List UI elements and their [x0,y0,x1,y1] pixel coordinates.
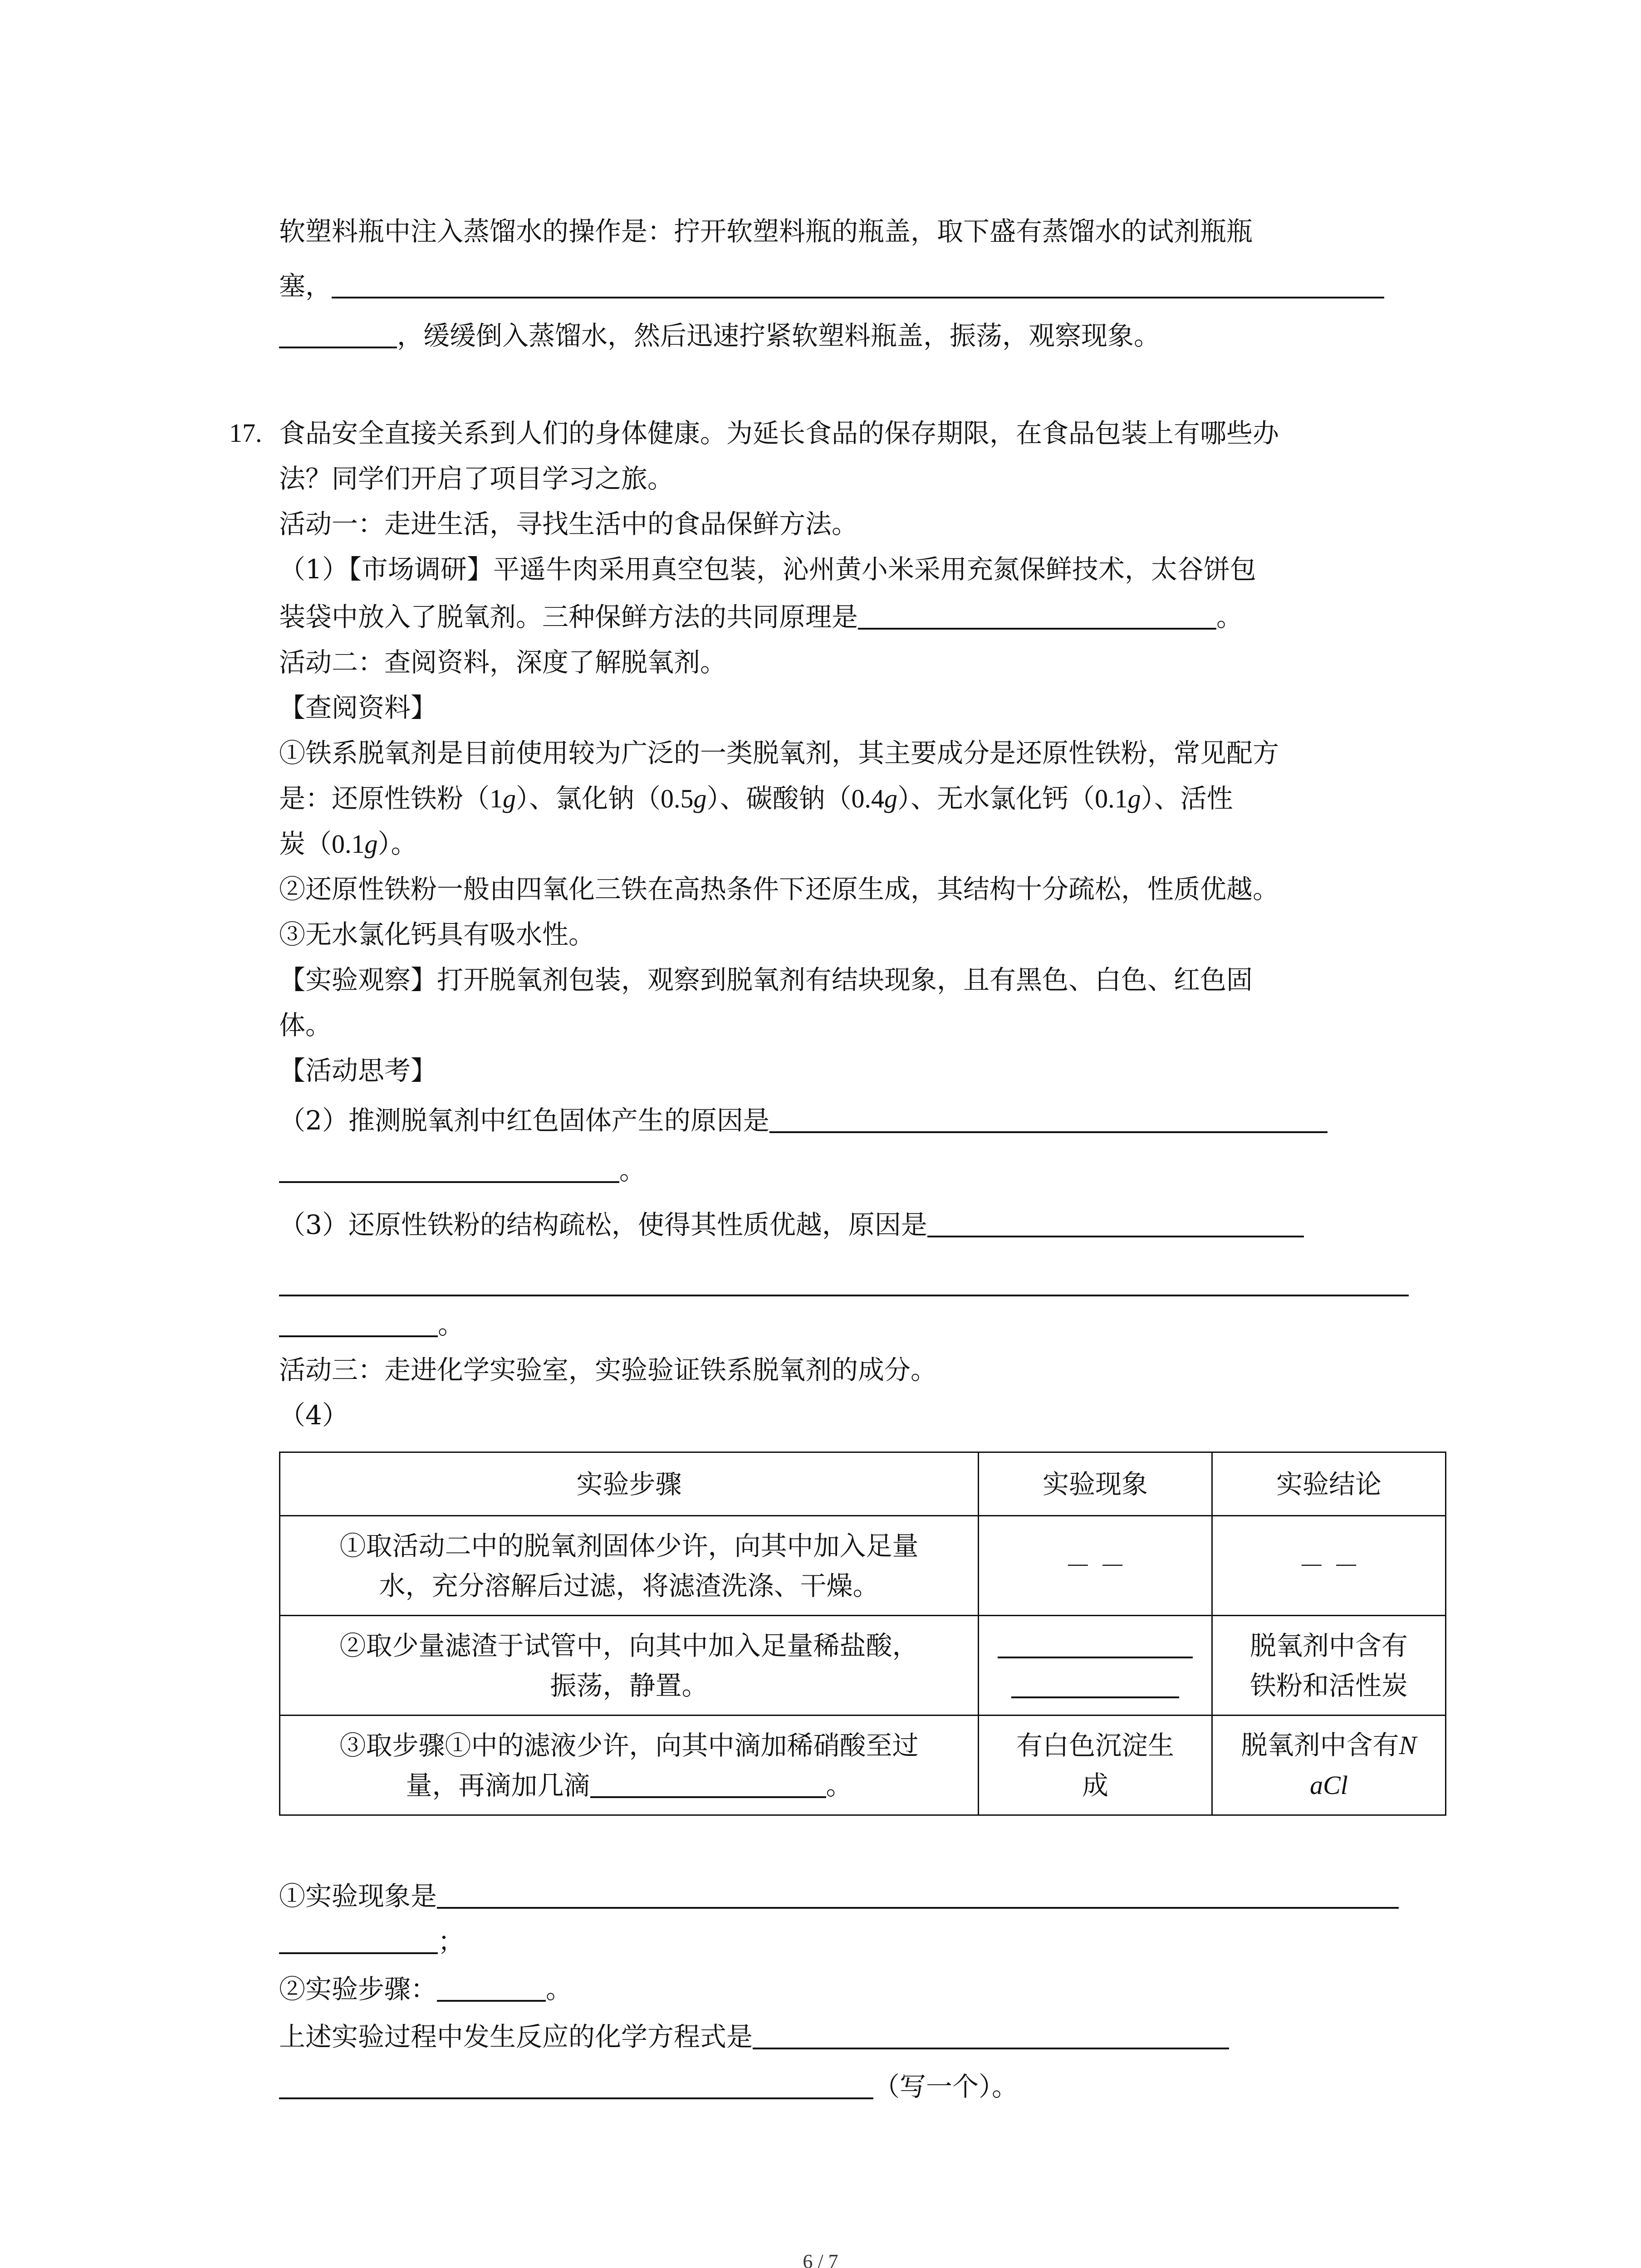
part-4: （4） [279,1400,348,1431]
part-1-line-1: （1）【市场调研】平遥牛肉采用真空包装，沁州黄小米采用充氮保鲜技术，太谷饼包 [279,554,1256,585]
header-conclusion: 实验结论 [1212,1452,1446,1516]
info-2: ②还原性铁粉一般由四氧化三铁在高热条件下还原生成，其结构十分疏松，性质优越。 [279,874,1279,904]
answer-1-cont: ； [279,1923,464,1960]
part-3-cont: 。 [279,1306,464,1343]
observation-line-2: 体。 [279,1010,332,1041]
part-2-cont: 。 [279,1152,646,1188]
info-1-line-2: 是：还原性铁粉（1g）、氯化钠（0.5g）、碳酸钠（0.4g）、无水氯化钙（0.1g）、活性 [279,783,1233,814]
part-3: （3）还原性铁粉的结构疏松，使得其性质优越，原因是 [279,1207,1304,1243]
experiment-table [279,1452,1446,1816]
answer-blank[interactable] [279,2072,873,2099]
activity-3: 活动三：走进化学实验室，实验验证铁系脱氧剂的成分。 [279,1354,937,1385]
top-line-2: 塞， [279,268,1384,304]
activity-1: 活动一：走进生活，寻找生活中的食品保鲜方法。 [279,508,858,539]
answer-blank[interactable] [1011,1671,1179,1698]
q17-intro-2: 法？同学们开启了项目学习之旅。 [279,463,674,494]
part-3-blank [279,1266,1409,1302]
table-header-row [280,1452,1446,1516]
header-phenomenon: 实验现象 [979,1452,1212,1516]
answer-blank[interactable] [998,1631,1193,1658]
answer-blank[interactable] [590,1771,826,1798]
thinking-title: 【活动思考】 [279,1055,437,1086]
top-line-1: 软塑料瓶中注入蒸馏水的操作是：拧开软塑料瓶的瓶盖，取下盛有蒸馏水的试剂瓶瓶 [279,216,1253,247]
answer-blank[interactable] [279,1269,1409,1296]
answer-1: ①实验现象是 [279,1878,1399,1914]
table-row [280,1516,1446,1616]
info-1-line-1: ①铁系脱氧剂是目前使用较为广泛的一类脱氧剂，其主要成分是还原性铁粉，常见配方 [279,738,1279,768]
table-row [280,1716,1446,1815]
question-number: 17. [229,418,262,448]
top-line-3: ，缓缓倒入蒸馏水，然后迅速拧紧软塑料瓶盖，振荡，观察现象。 [279,318,1160,354]
activity-2: 活动二：查阅资料，深度了解脱氧剂。 [279,647,727,678]
answer-2: ②实验步骤： 。 [279,1974,573,2004]
part-2: （2）推测脱氧剂中红色固体产生的原因是 [279,1102,1327,1139]
answer-blank[interactable] [332,271,1384,298]
observation-line-1: 【实验观察】打开脱氧剂包装，观察到脱氧剂有结块现象，且有黑色、白色、红色固 [279,964,1253,995]
answer-blank[interactable] [279,1310,438,1337]
info-1-line-3: 炭（0.1g）。 [279,828,417,859]
answer-blank[interactable] [753,2022,1229,2049]
header-steps: 实验步骤 [280,1452,979,1516]
answer-blank[interactable] [279,1156,619,1183]
answer-blank[interactable] [858,602,1216,630]
row-1-phenomenon: － － [979,1516,1212,1616]
answer-blank[interactable] [279,1927,438,1954]
answer-blank[interactable] [769,1106,1327,1133]
info-title: 【查阅资料】 [279,692,437,723]
info-3: ③无水氯化钙具有吸水性。 [279,919,595,950]
row-3-step: ③取步骤①中的滤液少许，向其中滴加稀硝酸至过 量，再滴加几滴 。 [280,1716,979,1815]
row-2-conclusion: 脱氧剂中含有 铁粉和活性炭 [1212,1616,1446,1716]
row-1-step: ①取活动二中的脱氧剂固体少许，向其中加入足量 水，充分溶解后过滤，将滤渣洗涤、干燥。 [280,1516,979,1616]
answer-blank[interactable] [437,1975,546,2002]
equation-line: 上述实验过程中发生反应的化学方程式是 [279,2019,1229,2055]
part-1-line-2: 装袋中放入了脱氧剂。三种保鲜方法的共同原理是 。 [279,601,1243,632]
row-2-step: ②取少量滤渣于试管中，向其中加入足量稀盐酸， 振荡，静置。 [280,1616,979,1716]
page-number: 6 / 7 [803,2250,838,2268]
equation-cont: （写一个）。 [279,2068,1018,2105]
answer-blank[interactable] [927,1210,1304,1237]
q17-intro-1: 食品安全直接关系到人们的身体健康。为延长食品的保存期限，在食品包装上有哪些办 [279,418,1279,449]
answer-blank[interactable] [279,321,397,348]
row-3-conclusion: 脱氧剂中含有N aCl [1212,1716,1446,1815]
answer-blank[interactable] [437,1882,1399,1909]
row-1-conclusion: － － [1212,1516,1446,1616]
table-row [280,1616,1446,1716]
row-3-phenomenon: 有白色沉淀生 成 [979,1716,1212,1815]
row-2-phenomenon [979,1616,1212,1716]
